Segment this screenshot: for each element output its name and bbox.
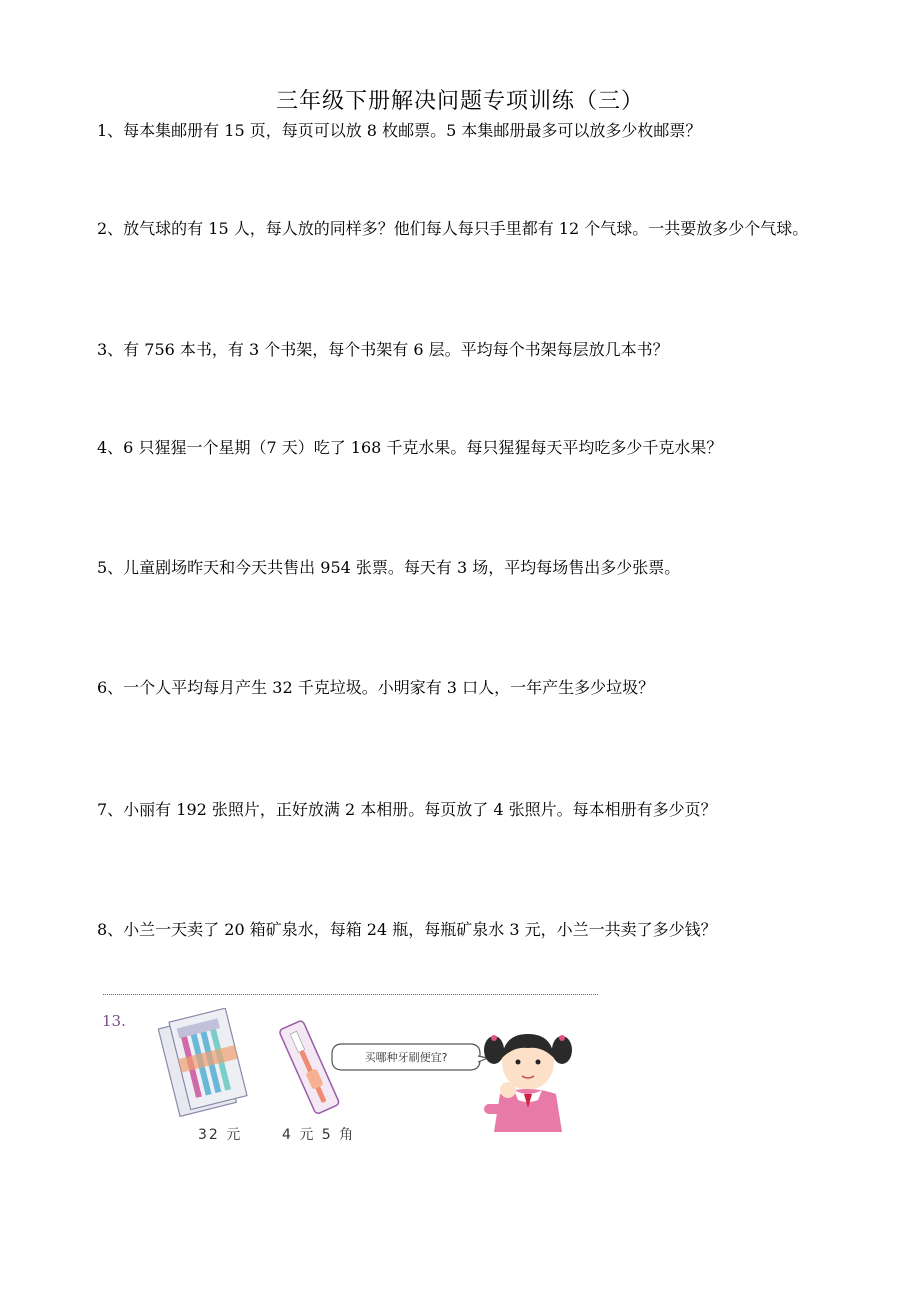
question-7: 7、小丽有 192 张照片，正好放满 2 本相册。每页放了 4 张照片。每本相册有多少页？ [97,800,717,819]
toothbrush-pack-icon [158,1008,258,1118]
question-4: 4、6 只猩猩一个星期（7 天）吃了 168 千克水果。每只猩猩每天平均吃多少千克水果？ [97,438,723,457]
question-8: 8、小兰一天卖了 20 箱矿泉水，每箱 24 瓶，每瓶矿泉水 3 元，小兰一共卖了多少钱？ [97,920,717,939]
question-1: 1、每本集邮册有 15 页，每页可以放 8 枚邮票。5 本集邮册最多可以放多少枚邮票？ [97,121,702,140]
speech-text: 买哪种牙刷便宜? [364,1051,448,1064]
price-single: 4 元 5 角 [282,1127,356,1143]
problem-number: 13. [102,1012,126,1030]
dotted-divider [103,994,598,995]
question-3: 3、有 756 本书，有 3 个书架，每个书架有 6 层。平均每个书架每层放几本书？ [97,340,669,359]
question-6: 6、一个人平均每月产生 32 千克垃圾。小明家有 3 口人，一年产生多少垃圾？ [97,678,655,697]
question-2: 2、放气球的有 15 人，每人放的同样多？他们每人每只手里都有 12 个气球。一共要放多少个气球。 [97,219,809,238]
speech-bubble [328,1040,488,1076]
question-5: 5、儿童剧场昨天和今天共售出 954 张票。每天有 3 场，平均每场售出多少张票。 [97,558,681,577]
girl-icon [478,1028,578,1132]
price-pack: 32 元 [198,1127,243,1143]
page-title: 三年级下册解决问题专项训练（三） [275,89,644,114]
